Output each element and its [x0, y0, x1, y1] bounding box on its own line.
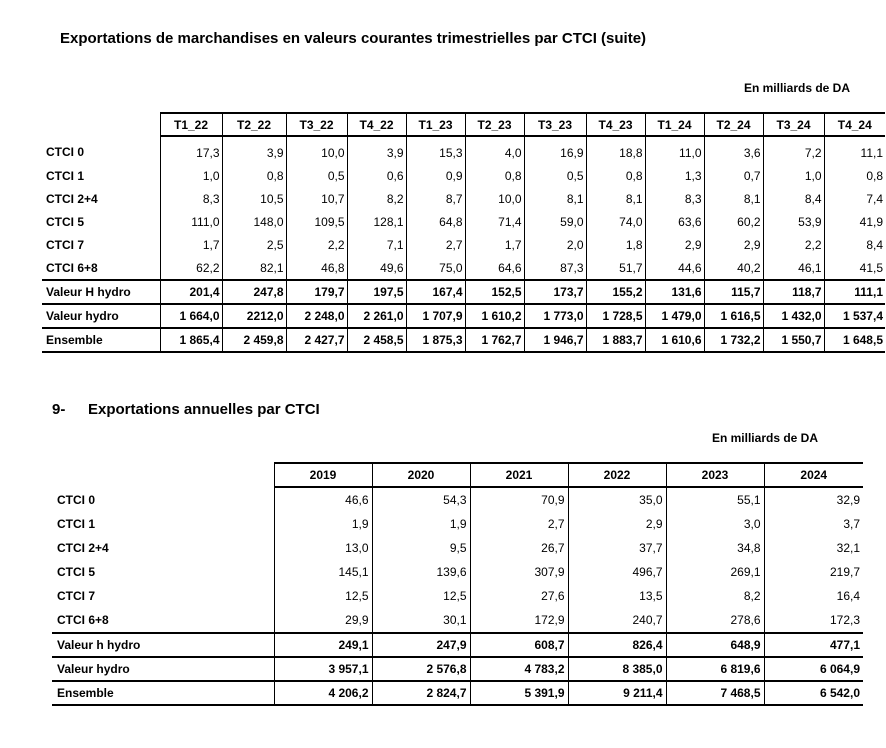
- table-cell: 64,8: [406, 210, 465, 233]
- annual-table-title: [52, 401, 320, 418]
- total-row: [52, 657, 863, 681]
- table-cell: 172,3: [764, 608, 863, 633]
- table-cell: 8,4: [763, 187, 824, 210]
- row-label: Valeur hydro: [52, 657, 274, 681]
- table-cell: 0,8: [465, 164, 524, 187]
- table-cell: 11,1: [824, 136, 885, 164]
- table-row: [42, 187, 885, 210]
- table-cell: 1 432,0: [763, 304, 824, 328]
- table-cell: 87,3: [524, 256, 586, 280]
- table-cell: 0,8: [586, 164, 645, 187]
- row-label: Ensemble: [42, 328, 160, 352]
- row-label: CTCI 7: [57, 589, 96, 603]
- column-header: T3_22: [286, 113, 347, 136]
- table-cell: 249,1: [274, 633, 372, 657]
- table-cell: 64,6: [465, 256, 524, 280]
- table-row: [52, 608, 863, 633]
- table-row: [52, 584, 863, 608]
- table-cell: 8,1: [704, 187, 763, 210]
- table-cell: 12,5: [274, 584, 372, 608]
- table-cell: 1 664,0: [160, 304, 222, 328]
- table-cell: 13,5: [568, 584, 666, 608]
- section-number: 9-: [52, 401, 66, 418]
- row-label: CTCI 5: [46, 214, 85, 229]
- table-cell: 496,7: [568, 560, 666, 584]
- row-label: CTCI 1: [57, 517, 96, 531]
- table-cell: 54,3: [372, 487, 470, 512]
- table-cell: 12,5: [372, 584, 470, 608]
- table-cell: 75,0: [406, 256, 465, 280]
- row-label: Valeur H hydro: [42, 280, 160, 304]
- table-cell: 172,9: [470, 608, 568, 633]
- annual-exports-table: [52, 462, 863, 706]
- table-cell: 3,0: [666, 512, 764, 536]
- table-row: [52, 487, 863, 512]
- table-row: [42, 210, 885, 233]
- table-cell: 26,7: [470, 536, 568, 560]
- table-cell: 49,6: [347, 256, 406, 280]
- column-header: 2023: [666, 463, 764, 487]
- table-cell: 1 616,5: [704, 304, 763, 328]
- table-cell: 2,9: [645, 233, 704, 256]
- table-cell: 2 261,0: [347, 304, 406, 328]
- table-cell: 71,4: [465, 210, 524, 233]
- table-cell: 173,7: [524, 280, 586, 304]
- table-cell: 44,6: [645, 256, 704, 280]
- column-header: T1_24: [645, 113, 704, 136]
- table-cell: 32,9: [764, 487, 863, 512]
- table-cell: 1,0: [763, 164, 824, 187]
- table-cell: 27,6: [470, 584, 568, 608]
- table-cell: 6 542,0: [764, 681, 863, 705]
- table-cell: 51,7: [586, 256, 645, 280]
- table-cell: 32,1: [764, 536, 863, 560]
- table-cell: 40,2: [704, 256, 763, 280]
- header-corner-cell: [42, 113, 160, 136]
- table-cell: 7,1: [347, 233, 406, 256]
- table-cell: 118,7: [763, 280, 824, 304]
- table-cell: 10,7: [286, 187, 347, 210]
- table-cell: 2 427,7: [286, 328, 347, 352]
- column-header: T2_22: [222, 113, 286, 136]
- table-cell: 2,5: [222, 233, 286, 256]
- table-cell: 2,7: [406, 233, 465, 256]
- table-cell: 4 206,2: [274, 681, 372, 705]
- table-cell: 3,7: [764, 512, 863, 536]
- table-cell: 1 648,5: [824, 328, 885, 352]
- table-cell: 1 728,5: [586, 304, 645, 328]
- table-cell: 16,9: [524, 136, 586, 164]
- row-label: CTCI 0: [46, 145, 85, 159]
- column-header: 2024: [764, 463, 863, 487]
- table-cell: 1,8: [586, 233, 645, 256]
- header-corner-cell: [52, 463, 274, 487]
- table-row: [42, 233, 885, 256]
- table-cell: 201,4: [160, 280, 222, 304]
- table-cell: 2 576,8: [372, 657, 470, 681]
- column-header: T4_24: [824, 113, 885, 136]
- table-cell: 0,7: [704, 164, 763, 187]
- column-header: 2020: [372, 463, 470, 487]
- table-cell: 8 385,0: [568, 657, 666, 681]
- table-cell: 6 819,6: [666, 657, 764, 681]
- total-row: [42, 328, 885, 352]
- table-cell: 9 211,4: [568, 681, 666, 705]
- quarterly-table-unit: En milliards de DA: [743, 81, 850, 95]
- table-cell: 1,9: [372, 512, 470, 536]
- total-row: [42, 304, 885, 328]
- column-header: 2021: [470, 463, 568, 487]
- table-cell: 2 824,7: [372, 681, 470, 705]
- table-cell: 2,2: [286, 233, 347, 256]
- table-cell: 53,9: [763, 210, 824, 233]
- quarterly-table-title: Exportations de marchandises en valeurs courantes trimestrielles par CTCI (suite): [60, 30, 647, 47]
- table-cell: 11,0: [645, 136, 704, 164]
- row-label: CTCI 2+4: [46, 191, 98, 206]
- table-row: [42, 164, 885, 187]
- table-cell: 62,2: [160, 256, 222, 280]
- table-cell: 111,0: [160, 210, 222, 233]
- table-cell: 152,5: [465, 280, 524, 304]
- table-cell: 219,7: [764, 560, 863, 584]
- table-cell: 109,5: [286, 210, 347, 233]
- column-header: T4_23: [586, 113, 645, 136]
- row-label: CTCI 0: [57, 492, 96, 507]
- column-header: 2022: [568, 463, 666, 487]
- table-cell: 59,0: [524, 210, 586, 233]
- table-cell: 2,9: [704, 233, 763, 256]
- table-cell: 30,1: [372, 608, 470, 633]
- column-header: T3_24: [763, 113, 824, 136]
- table-cell: 648,9: [666, 633, 764, 657]
- table-row: [52, 560, 863, 584]
- table-cell: 37,7: [568, 536, 666, 560]
- table-cell: 0,5: [524, 164, 586, 187]
- table-cell: 6 064,9: [764, 657, 863, 681]
- table-cell: 826,4: [568, 633, 666, 657]
- table-row: [42, 256, 885, 280]
- table-cell: 8,3: [645, 187, 704, 210]
- table-cell: 0,9: [406, 164, 465, 187]
- table-cell: 15,3: [406, 136, 465, 164]
- table-cell: 608,7: [470, 633, 568, 657]
- table-cell: 63,6: [645, 210, 704, 233]
- annual-table-unit: En milliards de DA: [711, 431, 818, 445]
- table-cell: 128,1: [347, 210, 406, 233]
- row-label: CTCI 6+8: [57, 613, 109, 627]
- table-cell: 197,5: [347, 280, 406, 304]
- table-cell: 60,2: [704, 210, 763, 233]
- table-cell: 2,2: [763, 233, 824, 256]
- table-cell: 18,8: [586, 136, 645, 164]
- table-cell: 46,1: [763, 256, 824, 280]
- row-label: Valeur h hydro: [52, 633, 274, 657]
- table-cell: 5 391,9: [470, 681, 568, 705]
- table-cell: 3,9: [347, 136, 406, 164]
- table-cell: 9,5: [372, 536, 470, 560]
- table-cell: 1 479,0: [645, 304, 704, 328]
- table-cell: 0,5: [286, 164, 347, 187]
- table-cell: 82,1: [222, 256, 286, 280]
- table-cell: 4 783,2: [470, 657, 568, 681]
- table-cell: 3 957,1: [274, 657, 372, 681]
- table-cell: 8,2: [666, 584, 764, 608]
- table-cell: 16,4: [764, 584, 863, 608]
- table-cell: 477,1: [764, 633, 863, 657]
- table-cell: 167,4: [406, 280, 465, 304]
- table-cell: 1 762,7: [465, 328, 524, 352]
- table-cell: 148,0: [222, 210, 286, 233]
- table-cell: 1,7: [160, 233, 222, 256]
- table-cell: 1 610,6: [645, 328, 704, 352]
- table-cell: 2 459,8: [222, 328, 286, 352]
- table-cell: 1,7: [465, 233, 524, 256]
- table-cell: 8,4: [824, 233, 885, 256]
- table-row: [52, 536, 863, 560]
- table-cell: 3,6: [704, 136, 763, 164]
- table-cell: 1,0: [160, 164, 222, 187]
- table-cell: 10,0: [465, 187, 524, 210]
- table-cell: 13,0: [274, 536, 372, 560]
- total-row: [52, 681, 863, 705]
- table-cell: 131,6: [645, 280, 704, 304]
- row-label: CTCI 7: [46, 237, 85, 252]
- table-cell: 46,8: [286, 256, 347, 280]
- table-cell: 1 732,2: [704, 328, 763, 352]
- table-cell: 247,8: [222, 280, 286, 304]
- table-cell: 278,6: [666, 608, 764, 633]
- table-cell: 240,7: [568, 608, 666, 633]
- row-label: Valeur hydro: [42, 304, 160, 328]
- table-cell: 17,3: [160, 136, 222, 164]
- column-header: T3_23: [524, 113, 586, 136]
- column-header: T2_24: [704, 113, 763, 136]
- table-cell: 10,5: [222, 187, 286, 210]
- table-header-row: [52, 463, 863, 487]
- total-row: [42, 280, 885, 304]
- table-cell: 35,0: [568, 487, 666, 512]
- quarterly-exports-table: [42, 112, 885, 353]
- table-cell: 8,7: [406, 187, 465, 210]
- table-cell: 55,1: [666, 487, 764, 512]
- table-cell: 3,9: [222, 136, 286, 164]
- table-cell: 7 468,5: [666, 681, 764, 705]
- column-header: T1_22: [160, 113, 222, 136]
- table-cell: 1 875,3: [406, 328, 465, 352]
- table-header-row: [42, 113, 885, 136]
- table-cell: 41,5: [824, 256, 885, 280]
- table-cell: 2 458,5: [347, 328, 406, 352]
- table-cell: 2 248,0: [286, 304, 347, 328]
- table-cell: 145,1: [274, 560, 372, 584]
- table-cell: 1 865,4: [160, 328, 222, 352]
- row-label: CTCI 6+8: [46, 260, 98, 275]
- table-cell: 1,9: [274, 512, 372, 536]
- table-cell: 0,8: [824, 164, 885, 187]
- table-cell: 46,6: [274, 487, 372, 512]
- row-label: CTCI 1: [46, 168, 85, 183]
- table-cell: 2,7: [470, 512, 568, 536]
- table-cell: 139,6: [372, 560, 470, 584]
- table-cell: 74,0: [586, 210, 645, 233]
- row-label: CTCI 2+4: [57, 541, 109, 555]
- table-cell: 4,0: [465, 136, 524, 164]
- total-row: [52, 633, 863, 657]
- table-cell: 1 550,7: [763, 328, 824, 352]
- column-header: 2019: [274, 463, 372, 487]
- column-header: T4_22: [347, 113, 406, 136]
- row-label: CTCI 5: [57, 565, 96, 579]
- table-row: [42, 136, 885, 164]
- table-cell: 115,7: [704, 280, 763, 304]
- table-cell: 34,8: [666, 536, 764, 560]
- table-cell: 7,4: [824, 187, 885, 210]
- table-cell: 7,2: [763, 136, 824, 164]
- table-cell: 70,9: [470, 487, 568, 512]
- table-cell: 269,1: [666, 560, 764, 584]
- table-cell: 8,1: [586, 187, 645, 210]
- table-cell: 8,2: [347, 187, 406, 210]
- table-cell: 1 946,7: [524, 328, 586, 352]
- table-cell: 29,9: [274, 608, 372, 633]
- table-cell: 1 883,7: [586, 328, 645, 352]
- table-cell: 0,8: [222, 164, 286, 187]
- table-cell: 10,0: [286, 136, 347, 164]
- column-header: T1_23: [406, 113, 465, 136]
- table-cell: 111,1: [824, 280, 885, 304]
- column-header: T2_23: [465, 113, 524, 136]
- table-cell: 307,9: [470, 560, 568, 584]
- table-cell: 1 537,4: [824, 304, 885, 328]
- table-cell: 2,0: [524, 233, 586, 256]
- table-cell: 1,3: [645, 164, 704, 187]
- table-cell: 0,6: [347, 164, 406, 187]
- table-row: [52, 512, 863, 536]
- table-cell: 41,9: [824, 210, 885, 233]
- row-label: Ensemble: [52, 681, 274, 705]
- annual-table-title-text: Exportations annuelles par CTCI: [88, 401, 320, 418]
- table-cell: 1 773,0: [524, 304, 586, 328]
- table-cell: 247,9: [372, 633, 470, 657]
- table-cell: 2,9: [568, 512, 666, 536]
- table-cell: 2212,0: [222, 304, 286, 328]
- table-cell: 179,7: [286, 280, 347, 304]
- table-cell: 1 707,9: [406, 304, 465, 328]
- table-cell: 1 610,2: [465, 304, 524, 328]
- table-cell: 8,1: [524, 187, 586, 210]
- table-cell: 8,3: [160, 187, 222, 210]
- table-cell: 155,2: [586, 280, 645, 304]
